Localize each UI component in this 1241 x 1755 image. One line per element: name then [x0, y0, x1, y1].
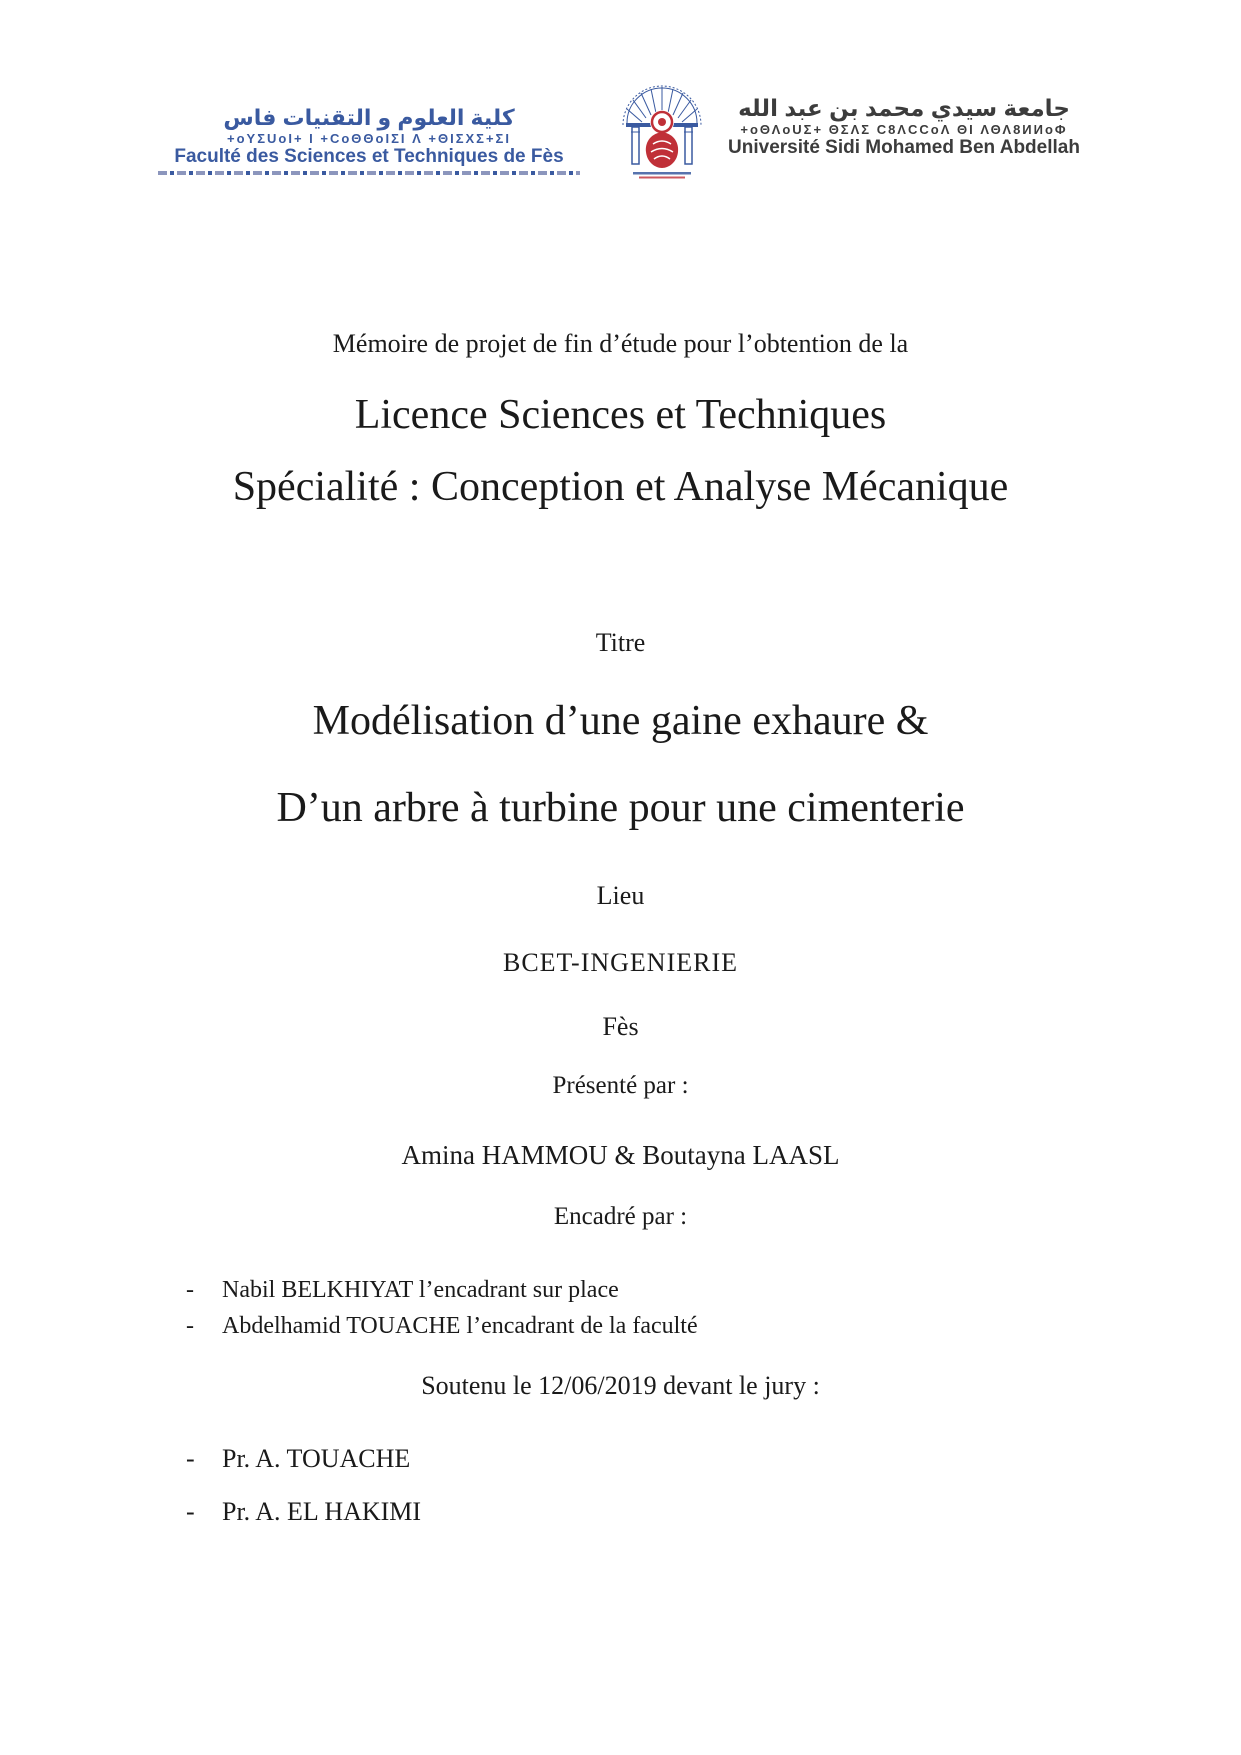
title-label: Titre	[595, 628, 646, 657]
jury-item	[186, 1485, 421, 1538]
faculty-name-tifinagh: +oYΣUoI+ I +CoΘΘoIΣI Λ +ΘIΣXΣ+ΣI	[227, 131, 511, 147]
presented-by-label: Présenté par :	[552, 1072, 689, 1099]
dash-bullet: -	[186, 1313, 194, 1339]
university-name-french: Université Sidi Mohamed Ben Abdellah	[728, 136, 1080, 158]
faculty-name-french: Faculté des Sciences et Techniques de Fès	[174, 145, 564, 167]
company-name: BCET-INGENIERIE	[502, 948, 738, 977]
supervisor-name: Abdelhamid TOUACHE l’encadrant de la faculté	[222, 1313, 698, 1339]
supervisors-list	[186, 1272, 698, 1344]
jury-member-name: Pr. A. EL HAKIMI	[222, 1497, 422, 1526]
university-seal-icon	[615, 78, 709, 180]
thesis-title-line-1: Modélisation d’une gaine exhaure &	[312, 698, 929, 744]
faculty-logo-dashed-underline	[158, 171, 580, 175]
dash-bullet: -	[186, 1497, 195, 1526]
specialty-line: Spécialité : Conception et Analyse Mécanique	[232, 464, 1009, 510]
degree-name: Licence Sciences et Techniques	[354, 392, 887, 438]
supervisor-item	[186, 1272, 698, 1308]
university-logo-block	[718, 96, 1090, 158]
jury-item	[186, 1432, 421, 1485]
dash-bullet: -	[186, 1277, 194, 1303]
university-name-tifinagh: +oΘΛoUΣ+ ΘΣΛΣ C8ΛCCoΛ ΘI ΛΘΛ8ИИoΦ	[740, 122, 1068, 138]
supervisor-name: Nabil BELKHIYAT l’encadrant sur place	[222, 1277, 619, 1303]
supervised-by-label: Encadré par :	[553, 1203, 688, 1230]
city-name: Fès	[602, 1012, 639, 1041]
memoire-intro-line: Mémoire de projet de fin d’étude pour l’obtention de la	[332, 329, 909, 358]
supervisor-item	[186, 1308, 698, 1344]
faculty-name-arabic: كلية العلوم و التقنيات فاس	[223, 105, 515, 130]
university-name-arabic: جامعة سيدي محمد بن عبد الله	[738, 95, 1070, 121]
defense-date-line: Soutenu le 12/06/2019 devant le jury :	[421, 1371, 820, 1400]
thesis-title-line-2: D’un arbre à turbine pour une cimenterie	[276, 785, 965, 831]
place-label: Lieu	[596, 881, 645, 910]
authors-names: Amina HAMMOU & Boutayna LAASL	[401, 1140, 840, 1170]
jury-member-name: Pr. A. TOUACHE	[222, 1444, 411, 1473]
dash-bullet: -	[186, 1444, 195, 1473]
faculty-logo-block	[158, 106, 580, 175]
jury-list	[186, 1432, 421, 1538]
